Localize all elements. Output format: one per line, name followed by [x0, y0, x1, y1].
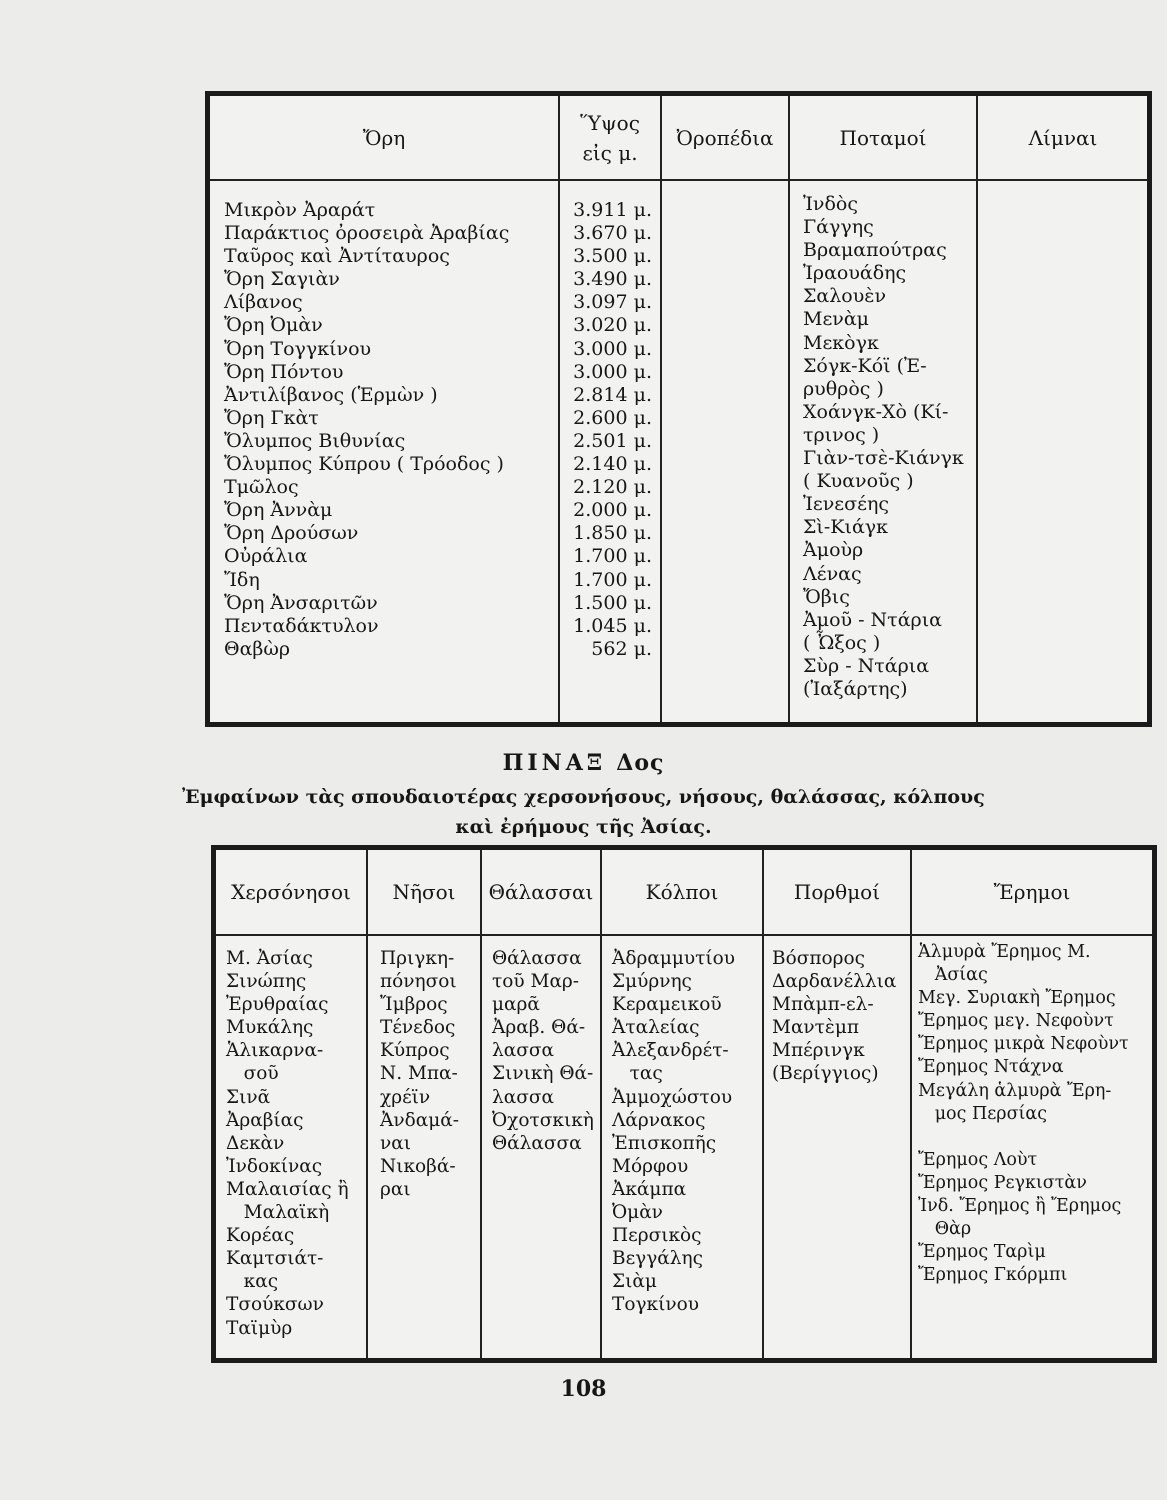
desert-item: Ἔρημος Ταρὶμ	[918, 1242, 1046, 1263]
gulf-item: Σμύρνης	[612, 971, 692, 993]
river-item: Ἰενεσέης	[803, 493, 889, 516]
sea-item: μαρᾶ	[492, 994, 540, 1016]
mountain-item: Παράκτιος ὀροσειρὰ Ἀραβίας	[224, 222, 510, 245]
strait-item: Μπέρινγκ	[772, 1040, 865, 1062]
mountain-item: Ὄρη Ἀνσαριτῶν	[224, 591, 378, 614]
strait-item: Μπὰμπ-ελ-	[772, 994, 874, 1016]
gulf-item: Τογκίνου	[612, 1294, 699, 1316]
gulf-item: Ἀκάμπα	[612, 1178, 687, 1200]
river-item: Ἀμοῦ - Ντάρια	[803, 608, 942, 631]
peninsula-item: σοῦ	[226, 1063, 279, 1085]
gulf-item: Ἀδραμμυτίου	[612, 948, 736, 969]
island-item: Ν. Μπα-	[380, 1063, 458, 1085]
river-item: Μενὰμ	[803, 308, 870, 331]
peninsula-item: Ταϊμὺρ	[226, 1317, 293, 1339]
mountains-column	[224, 199, 509, 661]
strait-item: Βόσπορος	[772, 948, 866, 969]
gulf-item: Ἀταλείας	[612, 1017, 700, 1039]
island-item: ραι	[380, 1178, 411, 1200]
mountain-item: Θαβὼρ	[224, 637, 291, 660]
peninsula-item: Δεκὰν	[226, 1132, 285, 1154]
desert-item: Ἀσίας	[918, 965, 988, 986]
desert-item: Ἁλμυρὰ Ἔρημος Μ.	[918, 942, 1091, 962]
gulf-item: Μόρφου	[612, 1155, 689, 1177]
header-lakes: Λίμναι	[1028, 125, 1098, 150]
river-item: ρυθρὸς )	[803, 377, 884, 400]
river-item: Ἰραουάδης	[803, 262, 907, 285]
sea-item: τοῦ Μαρ-	[492, 971, 580, 993]
river-item: Χοάνγκ-Χὸ (Κί-	[803, 400, 949, 423]
height-value: 3.500 μ.	[573, 245, 652, 268]
header-seas: Θάλασσαι	[488, 880, 594, 904]
header-gulfs: Κόλποι	[645, 880, 719, 904]
gulf-item: Λάρνακος	[612, 1109, 706, 1131]
table-title: ΠΙΝΑΞ Δος	[502, 750, 665, 776]
gulfs-column	[612, 947, 735, 1317]
sea-item: Σινικὴ Θά-	[492, 1063, 594, 1085]
height-value: 562 μ.	[591, 637, 652, 660]
river-item: (Ἰαξάρτης)	[803, 677, 908, 700]
peninsula-item: Ἁλικαρνα-	[226, 1040, 324, 1062]
height-value: 2.600 μ.	[573, 406, 652, 429]
sea-item: Θάλασσα	[492, 1132, 582, 1154]
river-item: ( Ὦξος )	[803, 631, 881, 654]
heights-column	[560, 199, 652, 661]
desert-item: Μεγάλη ἁλμυρὰ Ἔρη-	[918, 1080, 1112, 1101]
mountain-item: Τμῶλος	[224, 476, 299, 499]
height-value: 1.700 μ.	[573, 545, 652, 568]
mountain-item: Μικρὸν Ἀραράτ	[224, 199, 376, 221]
island-item: πόνησοι	[380, 971, 457, 993]
river-item: ( Κυανοῦς )	[803, 470, 914, 493]
island-item: Ἀνδαμά-	[380, 1109, 460, 1131]
gulf-item: Ὀμὰν	[612, 1202, 663, 1224]
river-item: Σόγκ-Κόϊ (Ἐ-	[803, 354, 927, 377]
height-value: 3.000 μ.	[573, 337, 652, 360]
river-item: Ὄβις	[803, 585, 850, 608]
mountain-item: Ὄρη Σαγιὰν	[224, 268, 340, 291]
desert-item: Ἔρημος Ντάχνα	[918, 1057, 1064, 1078]
river-item: Σὶ-Κιάγκ	[803, 516, 889, 539]
header-rivers: Ποταμοί	[839, 125, 927, 150]
sea-item: Ὀχοτσκικὴ	[492, 1109, 594, 1131]
desert-item: Θὰρ	[918, 1219, 972, 1240]
peninsula-item: Ἰνδοκίνας	[226, 1155, 323, 1177]
desert-item	[918, 1126, 1129, 1149]
mountain-item: Οὐράλια	[224, 545, 308, 568]
island-item: Πριγκη-	[380, 948, 455, 969]
straits-column	[772, 947, 896, 1086]
desert-item: Ἔρημος Λοὺτ	[918, 1149, 1038, 1170]
river-item: τρινος )	[803, 423, 880, 446]
island-item: Τένεδος	[380, 1017, 456, 1039]
island-item: Ἴμβρος	[380, 994, 448, 1016]
desert-item: Ἔρημος μεγ. Νεφοὺντ	[918, 1011, 1114, 1032]
island-item: Νικοβά-	[380, 1155, 456, 1177]
mountain-item: Ὄρη Ἀννὰμ	[224, 499, 333, 522]
mountain-item: Ἀντιλίβανος (Ἑρμὼν )	[224, 383, 438, 406]
height-value: 3.670 μ.	[573, 222, 652, 245]
height-value: 2.140 μ.	[573, 453, 652, 476]
river-item: Σὺρ - Ντάρια	[803, 654, 930, 677]
island-item: χρέϊν	[380, 1086, 431, 1108]
rivers-column	[803, 193, 964, 701]
island-item: ναι	[380, 1132, 411, 1154]
peninsulas-column	[226, 947, 349, 1340]
river-item: Μεκὸγκ	[803, 331, 879, 354]
height-value: 2.501 μ.	[573, 429, 652, 452]
gulf-item: Περσικὸς	[612, 1225, 702, 1247]
peninsula-item: Σινώπης	[226, 971, 307, 993]
height-value: 1.500 μ.	[573, 591, 652, 614]
gulf-item: Ἐπισκοπῆς	[612, 1132, 717, 1154]
header-height: Ὕψος εἰς μ.	[580, 110, 640, 165]
mountain-item: Ὄρη Δρούσων	[224, 522, 359, 545]
desert-item: Ἰνδ. Ἔρημος ἢ Ἔρημος	[918, 1196, 1122, 1217]
peninsula-item: Μαλαϊκὴ	[226, 1202, 330, 1224]
peninsula-item: Μαλαισίας ἢ	[226, 1178, 349, 1200]
peninsula-item: Κορέας	[226, 1225, 295, 1247]
table-caption-line1: Ἐμφαίνων τὰς σπουδαιοτέρας χερσονήσους, νήσους, θαλάσσας, κόλπους	[182, 786, 985, 808]
mountains-rivers-table	[205, 91, 1152, 727]
islands-column	[380, 947, 459, 1201]
desert-item: Ἔρημος Ρεγκιστὰν	[918, 1172, 1087, 1193]
height-value: 2.000 μ.	[573, 499, 652, 522]
mountain-item: Ὄλυμπος Βιθυνίας	[224, 429, 406, 452]
desert-item: Ἔρημος μικρὰ Νεφοὺντ	[918, 1034, 1129, 1055]
peninsulas-deserts-table	[211, 845, 1157, 1363]
peninsula-item: κας	[226, 1271, 279, 1293]
sea-item: λασσα	[492, 1040, 554, 1062]
gulf-item: τας	[612, 1063, 663, 1085]
mountain-item: Ὄρη Πόντου	[224, 360, 344, 383]
river-item: Ἰνδὸς	[803, 193, 858, 215]
river-item: Λένας	[803, 562, 862, 585]
height-value: 3.911 μ.	[573, 199, 652, 221]
mountain-item: Ὄρη Ὀμὰν	[224, 314, 323, 337]
peninsula-item: Ἐρυθραίας	[226, 994, 329, 1016]
height-value: 1.700 μ.	[573, 568, 652, 591]
strait-item: Μαντὲμπ	[772, 1017, 860, 1039]
header-mountains: Ὄρη	[362, 125, 406, 150]
header-islands: Νῆσοι	[392, 880, 456, 904]
mountain-item: Ὄρη Γκὰτ	[224, 406, 319, 429]
header-peninsulas: Χερσόνησοι	[231, 880, 351, 904]
river-item: Σαλουὲν	[803, 285, 887, 308]
river-item: Ἀμοὺρ	[803, 539, 864, 562]
strait-item: (Βερίγγιος)	[772, 1063, 879, 1085]
gulf-item: Ἀμμοχώστου	[612, 1086, 733, 1108]
river-item: Γιὰν-τσὲ-Κιάνγκ	[803, 447, 964, 470]
header-deserts: Ἔρημοι	[993, 880, 1071, 904]
sea-item: λασσα	[492, 1086, 554, 1108]
sea-item: Θάλασσα	[492, 948, 582, 969]
peninsula-item: Καμτσιάτ-	[226, 1248, 324, 1270]
table-caption-line2: καὶ ἐρήμους τῆς Ἀσίας.	[455, 816, 712, 838]
gulf-item: Κεραμεικοῦ	[612, 994, 722, 1016]
height-value: 3.020 μ.	[573, 314, 652, 337]
peninsula-item: Τσούκσων	[226, 1294, 324, 1316]
mountain-item: Λίβανος	[224, 291, 303, 314]
height-value: 1.045 μ.	[573, 614, 652, 637]
height-value: 3.097 μ.	[573, 291, 652, 314]
river-item: Βραμαπούτρας	[803, 239, 947, 262]
mountain-item: Ὄλυμπος Κύπρου ( Τρόοδος )	[224, 453, 504, 476]
island-item: Κύπρος	[380, 1040, 450, 1062]
height-value: 1.850 μ.	[573, 522, 652, 545]
mountain-item: Ἴδη	[224, 568, 260, 591]
gulf-item: Βεγγάλης	[612, 1248, 703, 1270]
gulf-item: Ἀλεξανδρέτ-	[612, 1040, 729, 1062]
peninsula-item: Σινᾶ	[226, 1086, 271, 1108]
mountain-item: Πενταδάκτυλον	[224, 614, 379, 637]
peninsula-item: Ἀραβίας	[226, 1109, 304, 1131]
seas-column	[492, 947, 594, 1155]
strait-item: Δαρδανέλλια	[772, 971, 897, 993]
gulf-item: Σιὰμ	[612, 1271, 657, 1293]
desert-item: Ἔρημος Γκόρμπι	[918, 1265, 1068, 1286]
header-straits: Πορθμοί	[793, 880, 881, 904]
height-value: 3.000 μ.	[573, 360, 652, 383]
mountain-item: Ταῦρος καὶ Ἀντίταυρος	[224, 245, 450, 268]
river-item: Γάγγης	[803, 216, 874, 239]
sea-item: Ἀραβ. Θά-	[492, 1017, 586, 1039]
height-value: 3.490 μ.	[573, 268, 652, 291]
height-value: 2.120 μ.	[573, 476, 652, 499]
mountain-item: Ὄρη Τογγκίνου	[224, 337, 372, 360]
page-number: 108	[560, 1376, 607, 1402]
desert-item: μος Περσίας	[918, 1103, 1048, 1124]
peninsula-item: Μ. Ἀσίας	[226, 948, 313, 969]
header-plateaus: Ὀροπέδια	[676, 125, 774, 150]
height-value: 2.814 μ.	[573, 383, 652, 406]
deserts-column	[918, 941, 1129, 1287]
desert-item: Μεγ. Συριακὴ Ἔρημος	[918, 988, 1116, 1009]
peninsula-item: Μυκάλης	[226, 1017, 314, 1039]
